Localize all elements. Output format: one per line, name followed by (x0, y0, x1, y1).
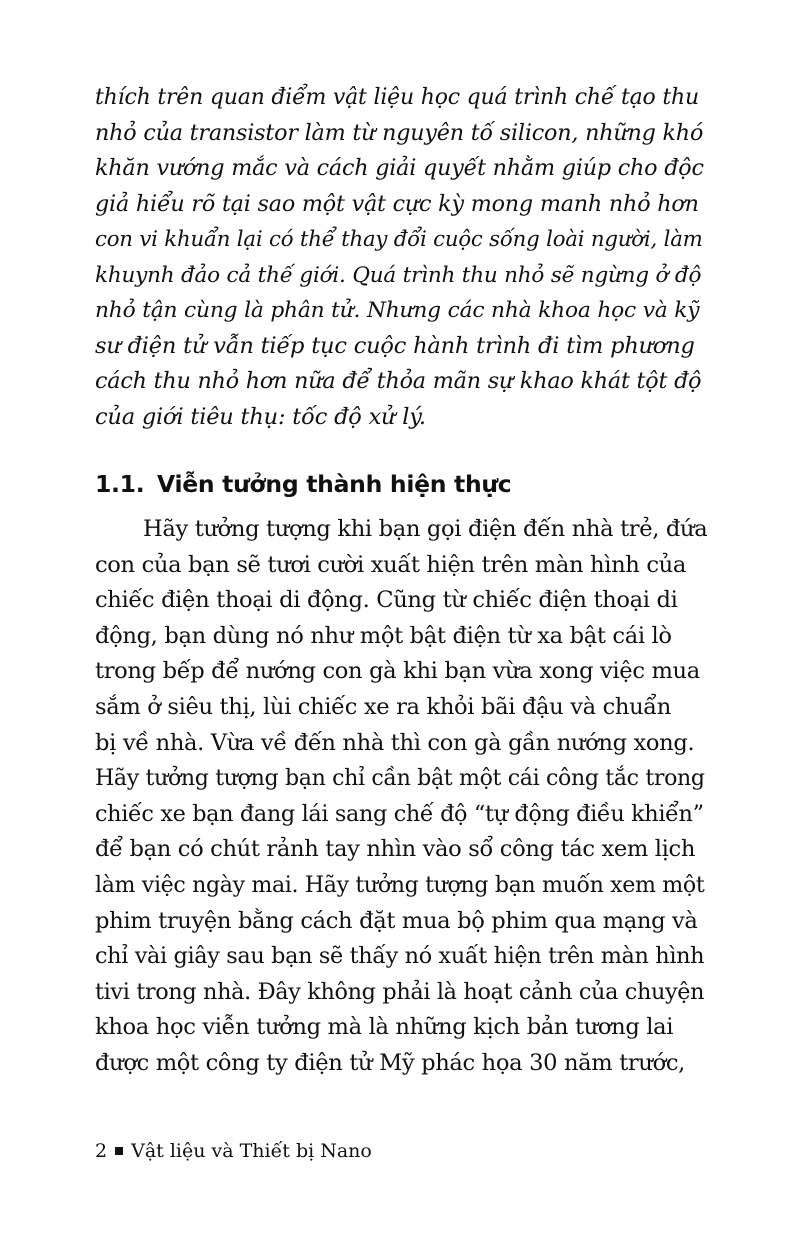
body-line: phim truyện bằng cách đặt mua bộ phim qua mạng và (95, 907, 698, 934)
intro-line: sư điện tử vẫn tiếp tục cuộc hành trình đi tìm phương (95, 332, 695, 359)
intro-line: thích trên quan điểm vật liệu học quá trình chế tạo thu (95, 85, 699, 110)
intro-line: cách thu nhỏ hơn nữa để thỏa mãn sự khao khát tột độ (95, 368, 702, 394)
intro-line: của giới tiêu thụ: tốc độ xử lý. (95, 403, 426, 430)
body-line: được một công ty điện tử Mỹ phác họa 30 năm trước, (95, 1049, 685, 1076)
body-line: chỉ vài giây sau bạn sẽ thấy nó xuất hiện trên màn hình (95, 943, 705, 970)
body-line: để bạn có chút rảnh tay nhìn vào sổ công tác xem lịch (95, 836, 696, 863)
page-number: 2 (95, 1140, 108, 1162)
body-line: Hãy tưởng tượng bạn chỉ cần bật một cái công tắc trong (95, 765, 705, 792)
body-line: làm việc ngày mai. Hãy tưởng tượng bạn muốn xem một (95, 871, 705, 898)
body-line: trong bếp để nướng con gà khi bạn vừa xong việc mua (95, 658, 700, 685)
page-footer (95, 1137, 372, 1165)
section-heading (95, 468, 511, 500)
body-line: động, bạn dùng nó như một bật điện từ xa bật cái lò (95, 622, 672, 649)
body-line: sắm ở siêu thị, lùi chiếc xe ra khỏi bãi đậu và chuẩn (95, 693, 671, 720)
intro-line: nhỏ của transistor làm từ nguyên tố silicon, những khó (95, 119, 704, 146)
intro-line: khăn vướng mắc và cách giải quyết nhằm giúp cho độc (95, 155, 704, 181)
intro-paragraph (95, 80, 705, 435)
running-book-title: Vật liệu và Thiết bị Nano (131, 1140, 372, 1162)
body-line: tivi trong nhà. Đây không phải là hoạt cảnh của chuyện (95, 978, 705, 1005)
body-line: bị về nhà. Vừa về đến nhà thì con gà gần nướng xong. (95, 729, 695, 756)
body-line: chiếc xe bạn đang lái sang chế độ “tự động điều khiển” (95, 800, 704, 827)
body-paragraph (95, 512, 707, 1082)
intro-line: khuynh đảo cả thế giới. Quá trình thu nhỏ sẽ ngừng ở độ (95, 262, 702, 288)
body-line: khoa học viễn tưởng mà là những kịch bản tương lai (95, 1014, 674, 1041)
section-title: Viễn tưởng thành hiện thực (157, 470, 512, 498)
intro-line: nhỏ tận cùng là phân tử. Nhưng các nhà khoa học và kỹ (95, 298, 700, 323)
intro-line: con vi khuẩn lại có thể thay đổi cuộc sống loài người, làm (95, 227, 703, 252)
body-line: Hãy tưởng tượng khi bạn gọi điện đến nhà trẻ, đứa (143, 516, 708, 542)
body-line: chiếc điện thoại di động. Cũng từ chiếc điện thoại di (95, 587, 678, 614)
square-bullet-icon (115, 1147, 123, 1155)
section-number: 1.1. (95, 470, 145, 498)
body-line: con của bạn sẽ tươi cười xuất hiện trên màn hình của (95, 551, 686, 578)
intro-line: giả hiểu rõ tại sao một vật cực kỳ mong manh nhỏ hơn (95, 190, 699, 217)
